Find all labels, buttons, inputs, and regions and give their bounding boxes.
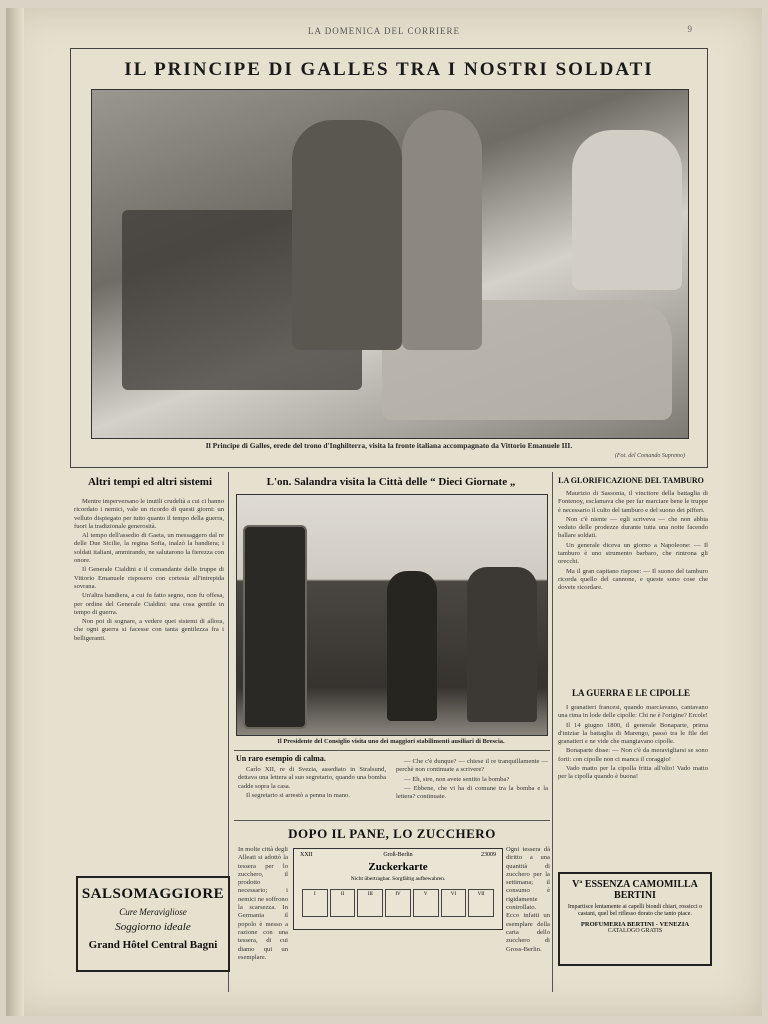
- center-photo: [236, 494, 548, 736]
- right-column-text1: [558, 490, 708, 594]
- ad-camomilla-maker: PROFUMERIA BERTINI - VENEZIA: [580, 921, 690, 928]
- card-cell: IV: [385, 889, 411, 917]
- card-cell: III: [357, 889, 383, 917]
- ad-camomilla: [558, 872, 712, 966]
- center-paragraph: — Ebbene, che vi ha di comune tra la bomba e la lettera? continuate.: [396, 784, 548, 801]
- center-paragraph: — Che c'è dunque? — chiese il re tranquillamente — perchè non continuate a scrivere?: [396, 758, 548, 774]
- center-rule: [234, 750, 550, 751]
- page-number: 9: [687, 24, 692, 34]
- card-cell: I: [302, 889, 328, 917]
- sugar-title: DOPO IL PANE, LO ZUCCHERO: [288, 826, 496, 841]
- photo-figure-officer: [572, 130, 682, 290]
- photo-figure-king: [402, 110, 482, 350]
- ad-camomilla-name: Vª ESSENZA CAMOMILLA: [572, 879, 698, 890]
- right-column-title1: LA GLORIFICAZIONE DEL TAMBURO: [558, 476, 704, 485]
- right-paragraph: Bonaparte disse: — Non c'è da meravigliarsi se sono forti: con cipolle non ci manca il coraggio!: [558, 747, 708, 763]
- newspaper-page: [6, 8, 762, 1016]
- right-paragraph: Maurizio di Sassonia, il vincitore della battaglia di Fontenoy, esclamava che per far marciare bene le truppe è necessario il culto del tamburo e del suono dei pifferi.: [558, 490, 708, 514]
- center-caption: Il Presidente del Consiglio visita uno dei maggiori stabilimenti ausiliari di Brescia.: [277, 738, 505, 745]
- center-text-left: [238, 766, 386, 801]
- ad-camomilla-catalog: CATALOGO GRATIS: [607, 928, 663, 934]
- photo-figure-salandra: [387, 571, 437, 721]
- left-paragraph: Il Generale Cialdini e il comandante delle truppe di Vittorio Emanuele risposero con cortesia all'intrepida sovrana.: [74, 566, 224, 590]
- right-column-title2: LA GUERRA E LE CIPOLLE: [571, 688, 691, 698]
- ad-camomilla-text: Impartisce lentamente ai capelli biondi chiari, rossicci o castani, quel bel riflesso dorato che tanto piace.: [567, 904, 703, 917]
- center-paragraph: — Eh, sire, non avete sentito la bomba?: [404, 775, 510, 783]
- main-photo: [91, 89, 689, 439]
- page-binding: [6, 8, 24, 1016]
- photo-car-door: [243, 525, 307, 729]
- center-paragraph: Il segretario si arrestò a penna in mano.: [246, 791, 350, 799]
- sugar-rule: [234, 820, 550, 821]
- card-cell: VII: [468, 889, 494, 917]
- center-text-right: [396, 758, 548, 802]
- card-cell: II: [330, 889, 356, 917]
- main-credit: (Fot. del Comando Supremo): [614, 453, 685, 459]
- card-subtitle: Nicht übertragbar. Sorgfältig aufbewahren.: [350, 876, 446, 882]
- sugar-ration-card: [293, 848, 503, 930]
- ad-camomilla-brand: BERTINI: [614, 890, 656, 901]
- right-paragraph: I granatieri francesi, quando marciavano, cantavano una rima in lode delle cipolle: Chi ne è l'origine? Ercole!: [558, 704, 708, 720]
- card-number: 23009: [481, 852, 496, 858]
- main-caption: Il Principe di Galles, erede del trono d'Inghilterra, visita la fronte italiana accompagnato da Vittorio Emanuele III.: [205, 441, 573, 450]
- right-paragraph: Il 14 giugno 1800, il generale Bonaparte, prima d'iniziar la battaglia di Marengo, passò tra le file dei granatieri e ne vide che mangiavano cipolle.: [558, 721, 708, 746]
- card-grid: [302, 889, 494, 917]
- right-paragraph: Non c'è niente — egli scriveva — che non abbia veduto delle prodezze durante tutta una notte facendo ballare soldati.: [558, 515, 708, 540]
- card-header: [294, 852, 502, 858]
- card-title: Zuckerkarte: [368, 861, 428, 873]
- ad-salso-line2: Soggiorno ideale: [115, 921, 191, 933]
- card-cell: VI: [441, 889, 467, 917]
- card-cell: V: [413, 889, 439, 917]
- center-paragraph: Carlo XII, re di Svezia, assediato in Stralsund, dettava una lettera al suo segretario, quando una bomba cadde sopra la casa.: [238, 766, 386, 790]
- right-column-text2: [558, 704, 708, 783]
- left-paragraph: Un'altra bandiera, a cui fu fatto segno, non fu offesa, per ordine del Generale Cialdini: una cosa gentile in tempo di guerra.: [74, 592, 224, 616]
- center-subtitle: Un raro esempio di calma.: [236, 754, 326, 763]
- ad-salso-line1: Cure Meravigliose: [119, 907, 187, 917]
- photo-figure-prince: [292, 120, 402, 350]
- ad-salso-name: SALSOMAGGIORE: [81, 886, 225, 902]
- right-paragraph: Ma il gran capitano rispose: — Il suono del tamburo ricorda quello del cannone, e queste sono cose che dovete ricordare.: [558, 567, 708, 592]
- ad-salso-line3: Grand Hôtel Central Bagni: [88, 939, 218, 951]
- left-column-text: [74, 498, 224, 644]
- sugar-text-left: In molte città degli Alleati si adottò la tessera per lo zucchero, il prodotto necessario; i nemici ne soffrono la scarsezza. In Germania il popolo è messo a razione con una tessera, di cui diamo qui un esemplare.: [238, 846, 288, 961]
- left-paragraph: Non poi di sognare, a vedere quei sistemi di allora, che ogni guerra si facesse con tanta gentilezza fra i belligeranti.: [74, 618, 224, 642]
- photo-figure-group: [467, 567, 537, 722]
- sugar-text-right: Ogni tessera dà diritto a una quantità di zucchero per la settimana; il consumo è rigidamente controllato. Ecco infatti un esemplare della carta dello zucchero di Gross-Berlin.: [506, 846, 550, 953]
- card-place: Groß-Berlin: [383, 852, 413, 858]
- card-series: XXII: [300, 852, 313, 858]
- column-rule-right: [552, 472, 553, 992]
- ad-salsomaggiore: [76, 876, 230, 972]
- left-column-title: Altri tempi ed altri sistemi: [87, 476, 213, 488]
- running-head: LA DOMENICA DEL CORRIERE: [308, 26, 460, 36]
- left-paragraph: Mentre imperversano le inutili crudeltà a cui ci hanno ricordato i nemici, vale un ricordo di questi giorni: un velluto dispiegato per tutto quanto il tempo della guerra, fuori la tradizionale generosità.: [74, 498, 224, 530]
- left-paragraph: Al tempo dell'assedio di Gaeta, un messaggero dal re delle Due Sicilie, la regina Sofia, inalzò la bandiera; i soldati italiani, ammirando, ne salutarono la fierezza con onore.: [74, 532, 224, 565]
- right-paragraph: Un generale diceva un giorno a Napoleone: — Il tamburo è uno strumento barbaro, che rintrona gli orecchi.: [558, 541, 708, 566]
- right-paragraph: Vado matto per la cipolla fritta all'olio! Vado matto per la cipolla quando è buona!: [558, 765, 708, 781]
- main-headline: IL PRINCIPE DI GALLES TRA I NOSTRI SOLDATI: [124, 59, 654, 80]
- main-story-frame: [70, 48, 708, 468]
- center-story-title: L'on. Salandra visita la Città delle “ Dieci Giornate „: [266, 476, 516, 488]
